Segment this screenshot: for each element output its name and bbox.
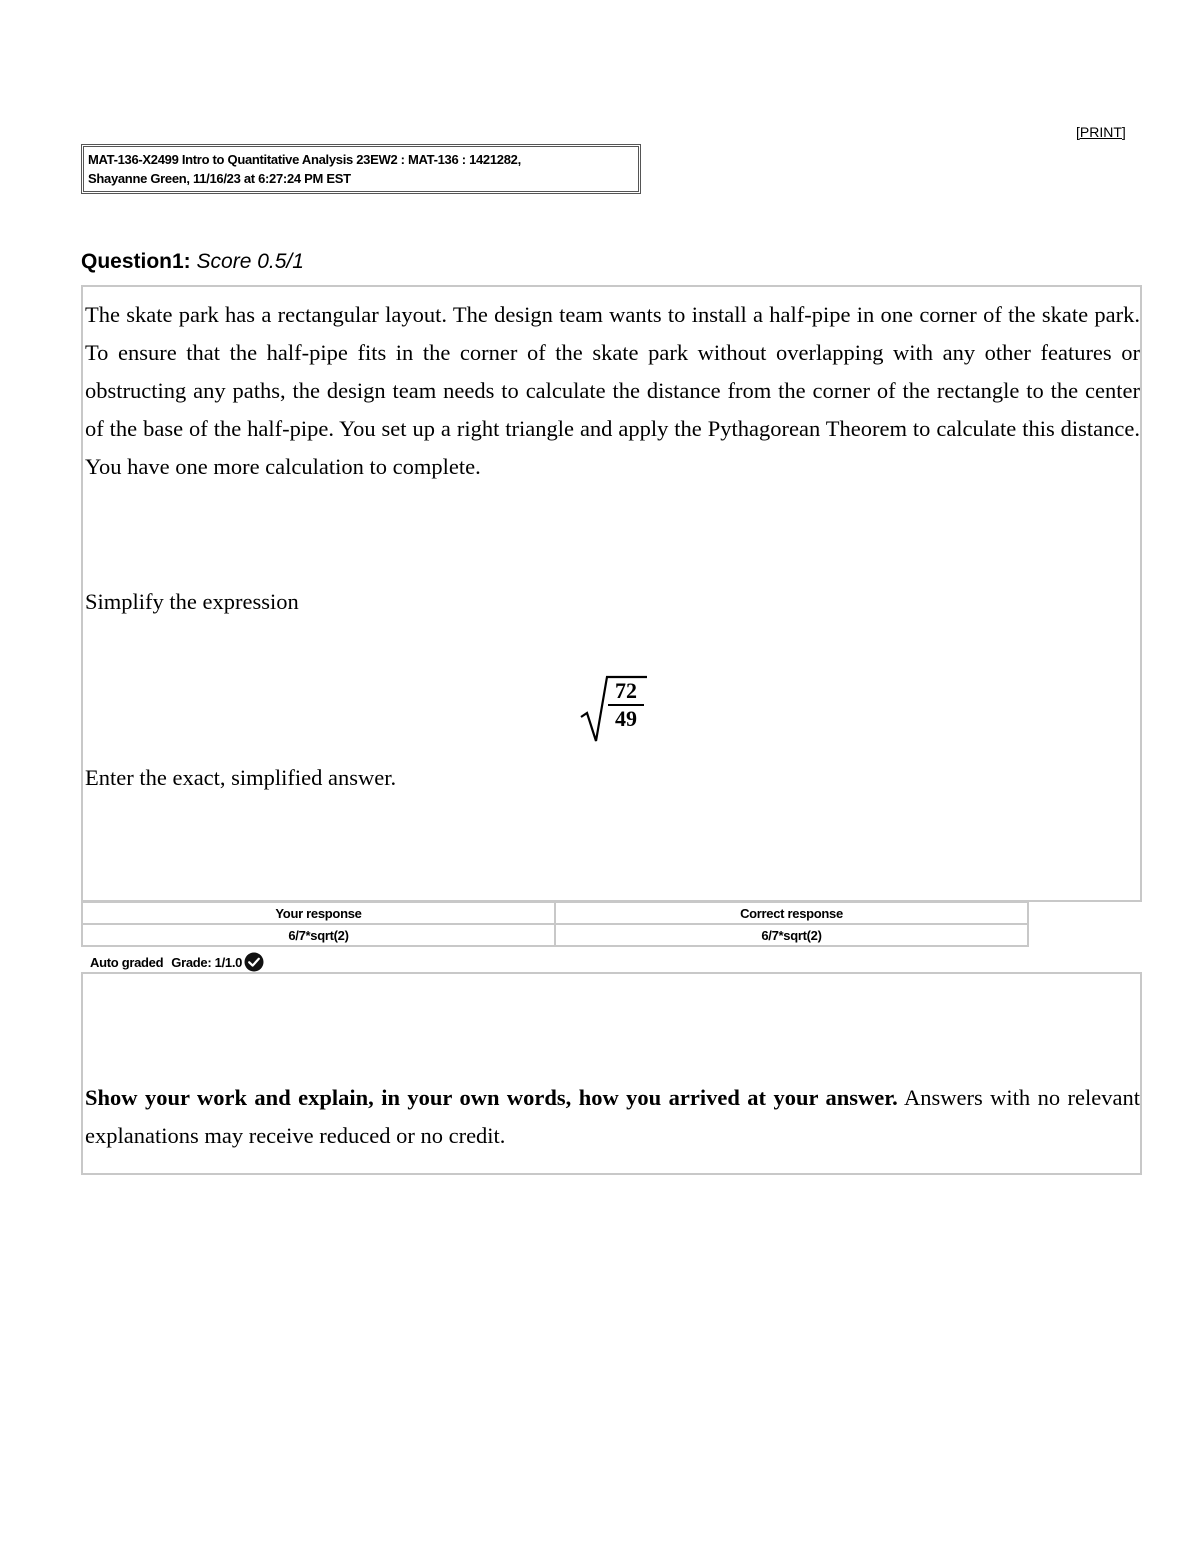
table-row <box>82 924 1028 946</box>
response-table <box>81 901 1029 947</box>
work-explanation-box <box>81 972 1142 1175</box>
grade-value: Grade: 1/1.0 <box>171 954 243 970</box>
question-label: Question1: <box>81 250 191 273</box>
work-instruction <box>85 1079 1140 1155</box>
sqrt-expression <box>579 675 649 755</box>
student-line: Shayanne Green, 11/16/23 at 6:27:24 PM EST <box>88 171 351 186</box>
fraction-numerator: 72 <box>608 679 644 706</box>
fraction <box>608 679 644 731</box>
question-body: The skate park has a rectangular layout. The design team wants to install a half-pipe in one corner of the skate park. To ensure that the half-pipe fits in the corner of the skate park without overlapping with any other features or obstructing any paths, the design team needs to calculate the distance from the corner of the rectangle to the center of the base of the half-pipe. You set up a right triangle and apply the Pythagorean Theorem to calculate this distance. You have one more calculation to complete. <box>85 302 1140 479</box>
your-response-header: Your response <box>82 902 555 924</box>
work-instruction-bold: Show your work and explain, in your own words, how you arrived at your answer. <box>85 1085 898 1110</box>
auto-graded-label: Auto graded <box>90 954 164 970</box>
table-header-row <box>82 902 1028 924</box>
question-title <box>81 250 304 274</box>
correct-response-value: 6/7*sqrt(2) <box>555 924 1028 946</box>
print-link[interactable]: [PRINT] <box>1076 124 1126 140</box>
answer-instruction: Enter the exact, simplified answer. <box>85 765 397 790</box>
course-header-box <box>81 144 641 194</box>
question-score: Score 0.5/1 <box>196 250 304 273</box>
course-line: MAT-136-X2499 Intro to Quantitative Analysis 23EW2 : MAT-136 : 1421282, <box>88 152 521 167</box>
your-response-value: 6/7*sqrt(2) <box>82 924 555 946</box>
simplify-prompt: Simplify the expression <box>85 589 299 614</box>
grade-line <box>90 952 264 972</box>
work-instruction-rest: Answers with no relevant explanations may receive reduced or no credit. <box>85 1085 1140 1148</box>
question-box <box>81 285 1142 902</box>
check-circle-icon <box>244 952 264 972</box>
fraction-denominator: 49 <box>615 706 637 731</box>
correct-response-header: Correct response <box>555 902 1028 924</box>
